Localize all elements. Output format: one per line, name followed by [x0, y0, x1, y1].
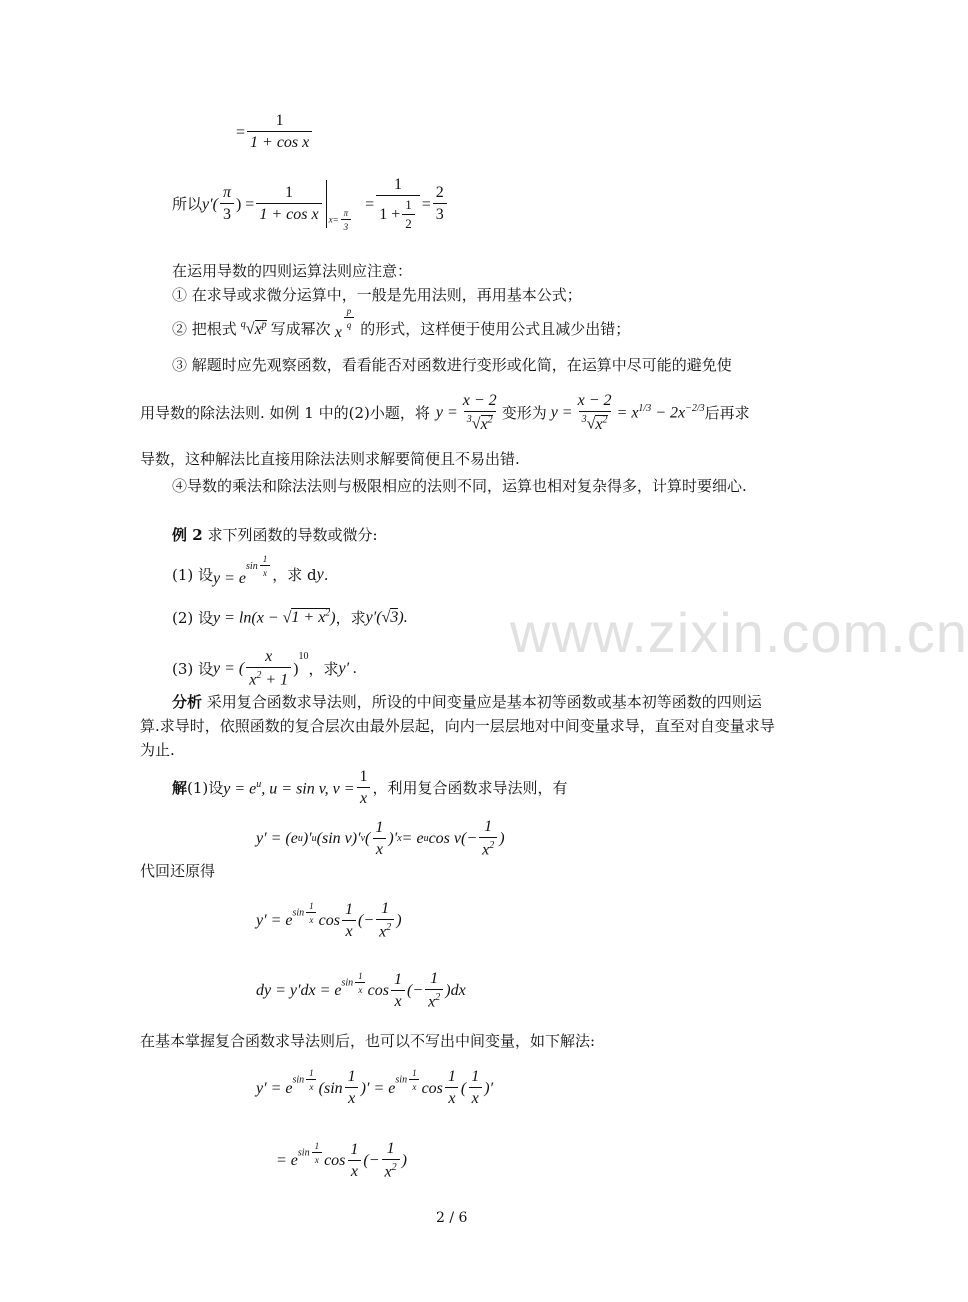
solution-eq-4: y′ = e $^{sin \frac{1}{x}}$ (sin $\frac{1}{x}$ )′ = e $^{sin \frac{1}{x}}$ cos $\frac{1}{x}$ ( $\frac{1}{x}$ )′	[256, 1068, 494, 1108]
solution-eq-1: y′ = (e u )′ u (sin v)′ v ( $\frac{1}{x}$ )′ x = e u cos v(− $\frac{1}{x^2}$ )	[256, 818, 505, 859]
solution-eq-5: = e $^{sin \frac{1}{x}}$ cos $\frac{1}{x}$ (− $\frac{1}{x^2}$ )	[276, 1140, 407, 1181]
watermark: www.zixin.com.cn	[510, 601, 968, 664]
example-2-heading: 例 2 求下列函数的导数或微分:	[172, 526, 378, 544]
substitute-back-text: 代回还原得	[140, 862, 216, 880]
example-2-part-2: (2) 设 $y = \ln(x - √1 + x^2)$ ，求 y′(√3).	[172, 608, 408, 627]
page-number: 2 / 6	[436, 1210, 468, 1226]
solution-eq-3: dy = y′dx = e $^{sin \frac{1}{x}}$ cos $\frac{1}{x}$ (− $\frac{1}{x^2}$ )dx	[256, 970, 466, 1011]
analysis-paragraph: 分析 采用复合函数求导法则，所设的中间变量应是基本初等函数或基本初等函数的四则运算.求导时，依照函数的复合层次由最外层起，向内一层层地对中间变量求导，直至对自变量求导为止.	[140, 693, 775, 759]
after-master-text: 在基本掌握复合函数求导法则后，也可以不写出中间变量，如下解法:	[140, 1032, 596, 1050]
notes-intro: 在运用导数的四则运算法则应注意：	[172, 262, 413, 280]
solution-part-1: 解 (1)设 $y = e^u$, u = sin v, v = $\frac{1}{x}$ ，利用复合函数求导法则，有	[172, 768, 568, 808]
equation-line-2: 所以 y′( $\frac{\pi}{3}$ ) = $\frac{1}{\text{1 + cos x}}$ x= $\frac{\pi}{3}$ = 1 1 + $\frac{1}{2}$ = $\frac{2}{3}$	[172, 176, 449, 232]
example-2-part-3: (3) 设 y = ( $\frac{x}{x^2 + 1}$ )$^{10}$ ，求 y′ .	[172, 648, 358, 689]
example-2-part-1: (1) 设 $y = e^{sin \frac{1}{x}}$ ，求 d y .	[172, 554, 329, 587]
note-item-2: ② 把根式 $^q√x^p$ 写成幂次 x $^{\frac{p}{q}}$ 的形式，这样便于使用公式且减少出错；	[172, 306, 631, 341]
note-item-3-line2: 用导数的除法法则. 如例 1 中的(2)小题，将 y = $\frac{x - 2}{^3√x^2}$ 变形为 y = $\frac{x - 2}{^3√x^2}$ = $x^{1/3} - 2x^{-2/3}$ 后再求	[140, 392, 750, 433]
solution-eq-2: y′ = e $^{sin \frac{1}{x}}$ cos $\frac{1}{x}$ (− $\frac{1}{x^2}$ )	[256, 900, 402, 941]
equation-line-1: = $\frac{1}{\text{1 + cos x}}$	[236, 112, 314, 153]
note-item-3-line3: 导数，这种解法比直接用除法法则求解要简便且不易出错.	[140, 450, 520, 468]
note-item-1: ① 在求导或求微分运算中，一般是先用法则，再用基本公式；	[172, 286, 582, 304]
note-item-3-line1: ③ 解题时应先观察函数，看看能否对函数进行变形或化简，在运算中尽可能的避免使	[172, 356, 732, 374]
note-item-4: ④导数的乘法和除法法则与极限相应的法则不同，运算也相对复杂得多，计算时要细心.	[172, 477, 747, 495]
